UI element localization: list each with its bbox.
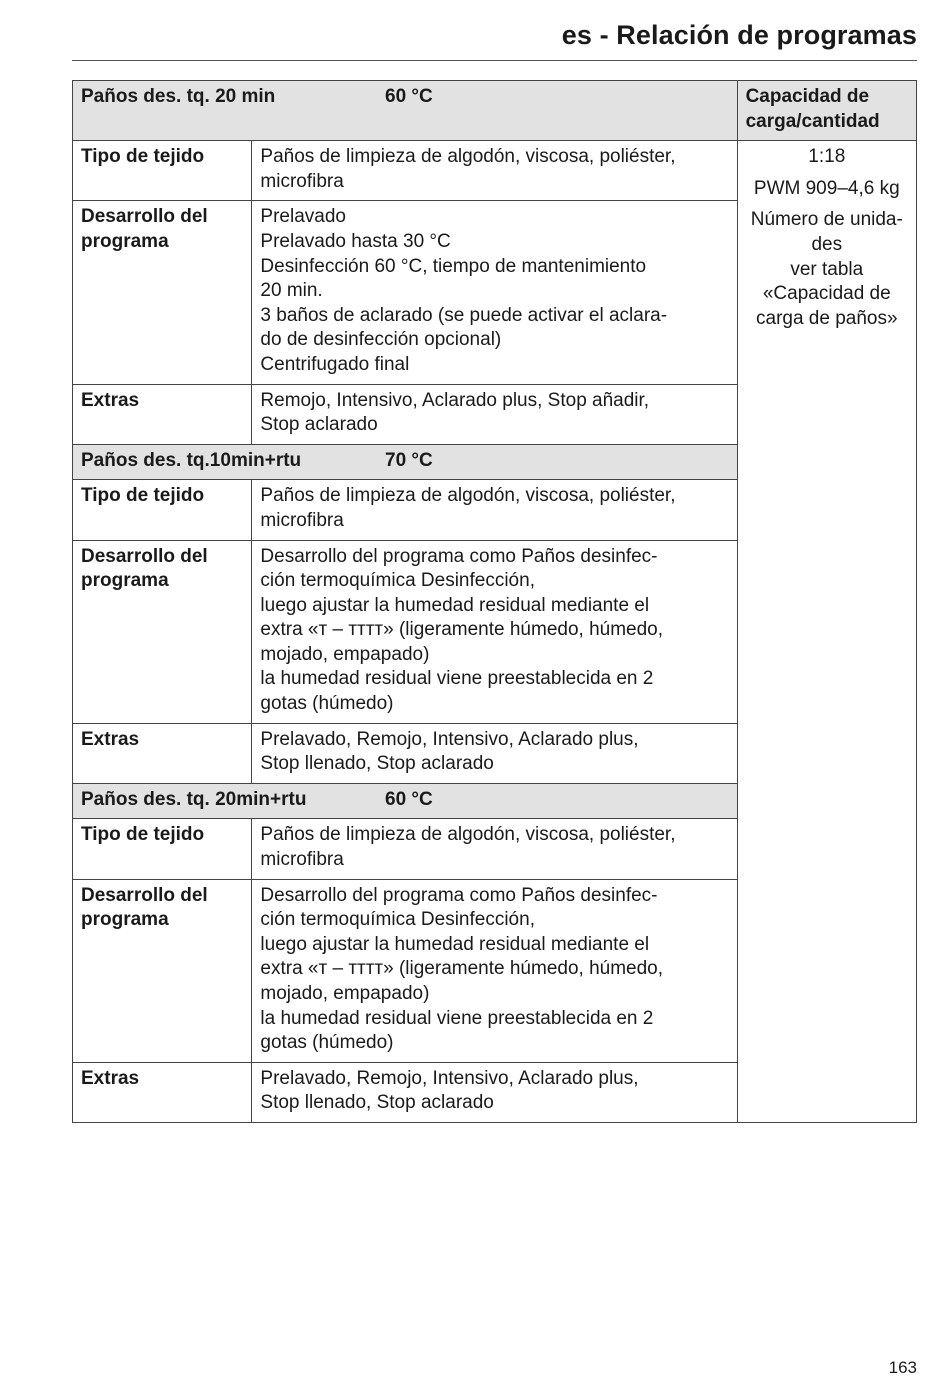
capacity-ratio: 1:18: [808, 146, 846, 168]
capacity-units-note: Número de unida- des ver tabla «Capacidad de carga de paños»: [750, 209, 903, 329]
row-value: Desarrollo del programa como Paños desinfec- ción termoquímica Desinfección, luego ajustar la humedad residual mediante el extra «ᴛ – ᴛᴛᴛᴛ» (ligeramente húmedo, húmedo, mojado, empapado) la humedad residual viene preestablecida en 2 gotas (húmedo): [252, 540, 737, 723]
row-label: Extras: [73, 723, 252, 783]
row-value: Paños de limpieza de algodón, viscosa, poliéster, microfibra: [252, 819, 737, 879]
program-name: Paños des. tq. 20 min: [81, 86, 276, 107]
program-name: Paños des. tq. 20min+rtu: [81, 788, 307, 810]
program-temperature: 60 °C: [385, 86, 433, 107]
row-label: Tipo de tejido: [73, 141, 252, 201]
table-row: [73, 141, 917, 201]
row-value: Desarrollo del programa como Paños desinfec- ción termoquímica Desinfección, luego ajustar la humedad residual mediante el extra «ᴛ – ᴛᴛᴛᴛ» (ligeramente húmedo, húmedo, mojado, empapado) la humedad residual viene preestablecida en 2 gotas (húmedo): [252, 879, 737, 1062]
program-name: Paños des. tq.10min+rtu: [81, 449, 302, 471]
row-label: Extras: [73, 384, 252, 444]
program-temperature: 70 °C: [385, 449, 433, 471]
capacity-cell: [737, 141, 916, 1123]
program-header-row: [73, 81, 917, 141]
row-label: Tipo de tejido: [73, 480, 252, 540]
capacity-model: PWM 909–4,6 kg: [753, 177, 900, 199]
program-table: [72, 80, 917, 1123]
program-header: [73, 783, 738, 819]
page-title: es - Relación de programas: [561, 20, 917, 50]
row-label: Tipo de tejido: [73, 819, 252, 879]
row-value: Paños de limpieza de algodón, viscosa, poliéster, microfibra: [252, 141, 737, 201]
program-temperature: 60 °C: [385, 788, 433, 810]
row-value: Remojo, Intensivo, Aclarado plus, Stop añadir, Stop aclarado: [252, 384, 737, 444]
row-label: Desarrollo del programa: [73, 540, 252, 723]
row-value: Prelavado Prelavado hasta 30 °C Desinfección 60 °C, tiempo de mantenimiento 20 min. 3 baños de aclarado (se puede activar el aclara- do de desinfección opcional) Centrifugado final: [252, 201, 737, 384]
program-header: [73, 81, 738, 141]
row-value: Prelavado, Remojo, Intensivo, Aclarado plus, Stop llenado, Stop aclarado: [252, 723, 737, 783]
capacity-heading: Capacidad de carga/cantidad: [737, 81, 916, 141]
row-value: Paños de limpieza de algodón, viscosa, poliéster, microfibra: [252, 480, 737, 540]
row-label: Desarrollo del programa: [73, 879, 252, 1062]
program-header: [73, 444, 738, 480]
row-label: Extras: [73, 1062, 252, 1122]
row-value: Prelavado, Remojo, Intensivo, Aclarado plus, Stop llenado, Stop aclarado: [252, 1062, 737, 1122]
page-number: 163: [888, 1358, 917, 1377]
header-divider: [72, 60, 917, 61]
row-label: Desarrollo del programa: [73, 201, 252, 384]
